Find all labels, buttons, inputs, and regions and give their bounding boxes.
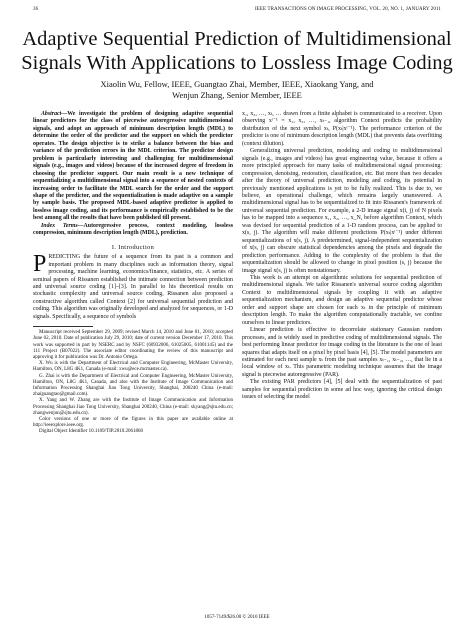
abstract-text: We investigate the problem of designing adaptive sequential linear predictors for the class of piecewise autoregressive multidimensional signals, and adopt an approach of minimum description length (MDL) to determine the order of the predictor and the support on which the predictor operates. The design objective is to strike a balance between the bias and variance of the prediction errors in the MDL criterion. The predictor design problem is particularly interesting and challenging for multidimensional signals (e.g., images and videos) because of the increased degree of freedom in choosing the predictor support. Our main result is a new technique of sequentializing a multidimensional signal into a sequence of nested contexts of increasing order to facilitate the MDL search for the order and the support shape of the predictor, and the sequentialization is made adaptive on a sample by sample basis. The proposed MDL-based adaptive predictor is applied to lossless image coding, and its performance is empirically established to be the best among all the results that have been published till present. (33, 111, 233, 222)
page-number: 36 (33, 7, 39, 12)
body-paragraph-1: x₁, x₂, …, xₜ, … drawn from a finite alphabet is communicated to a receiver. Upon observing xᵗ⁻¹ = x₁, x₂, …, xₜ₋₁, algorithm Context predicts the probability distribution of the next symbol xₜ, P(xₜ|xᵗ⁻¹). The performance criterion of the predictor is one of minimum description length (MDL) that prevents data overfitting (context dilution). (242, 111, 442, 147)
authors-line-1: Xiaolin Wu, Fellow, IEEE, Guangtao Zhai, Member, IEEE, Xiaokang Yang, and (100, 79, 374, 89)
index-terms-lead: Index Terms— (41, 222, 84, 229)
body-paragraph-2: Generalizing universal prediction, modeling and coding to multidimensional signals (e.g., images and videos) has great engineering value, because it offers a more principled approach for many tasks of multidimensional signal processing: compression, denoising, restoration, classification, etc. But more than two decades after the theory of universal prediction, modeling and coding, its potential in previously mentioned applications is yet to be fully realized. This is due to, we believe, an operational challenge, which remains largely unanswered. A multidimensional signal has to be sequentialized to fit into Rissanen's framework of universal sequential prediction. For example, a 2-D image signal x(i, j) of N pixels has to be mapped into a sequence x₁, x₂, …, x_N, before algorithm Context, which was devised for sequential prediction of a 1-D random process, can be applied to x(s, j). The algorithm will make different predictions P(xₜ|xᵗ⁻¹) under different sequentializations of x(s, j). A predetermined, signal-independent sequentialization of x(s, j) can obscure statistical dependencies among the pixels and degrade the prediction performance. Adding to the complexity of the problem is that the sequentialization should be allowed to change in pixel position (s, j) because the image signal x(s, j) is often nonstationary. (242, 148, 442, 274)
body-paragraph-5: The existing PAR predictors [4], [5] deal with the sequentialization of past samples for sequential prediction in some ad hoc way, ignoring the critical design issues of selecting the model (242, 379, 442, 401)
footnote-color: Color versions of one or more of the figures in this paper are available online at http://ieeexplore.ieee.org. (33, 417, 233, 429)
footnote-author-yang-zhang: X. Yang and W. Zhang are with the Institute of Image Communication and Information Processing Shanghai Jiao Tong University, Shanghai 200240, China (e-mail: xkyang@sjtu.edu.cn; zhangwenjun@sjtu.edu.cn). (33, 398, 233, 416)
footnote-manuscript: Manuscript received September 29, 2009; revised March 14, 2010 and June 01, 2010; accepted June 02, 2010. Date of publication July 29, 2010; date of current version December 17, 2010. This work was supported in part by NSERC and by NSFC (60932006, 61025005, 61001145) and the 111 Project (B07022). The associate editor coordinating the review of this manuscript and approving it for publication was Dr. Antonio Ortega. (33, 330, 233, 361)
body-paragraph-3: This work is an attempt on algorithmic solutions for sequential prediction of multidimensional signals. We tailor Rissanen's universal source coding algorithm Context to multidimensional signals by coupling it with an adaptive sequentialization mechanism, and design an adaptive sequential predictor whose order and support shape are chosen for each xₜ in the principle of minimum description length. To make the algorithm computationally tractable, we confine ourselves to linear predictors. (242, 274, 442, 326)
body-paragraph-4: Linear prediction is effective to decorrelate stationary Gaussian random processes, and is widely used in predictive coding of multidimensional signals. The best performing linear predictor for image coding in the literature is the one of least squares that adapts itself on a pixel by pixel basis [4], [5]. The model parameters are estimated for each next sample xₜ from the past samples xₜ₋₁, xₜ₋₂, …, that lie in a local window of xₜ. This parametric modeling technique assumes that the image signal is piecewise autoregressive (PAR). (242, 327, 442, 378)
right-column (242, 111, 442, 402)
abstract-lead: Abstract— (41, 111, 68, 117)
left-column (33, 111, 233, 436)
abstract (33, 111, 233, 223)
drop-cap: P (33, 251, 47, 278)
footnote-doi: Digital Object Identifier 10.1109/TIP.2010.2061860 (39, 429, 143, 435)
index-terms-text: Autoregressive process, context modeling, lossless compression, minimum description length (MDL), prediction. (33, 222, 233, 237)
paper-title (20, 27, 454, 75)
authors-line-2: Wenjun Zhang, Senior Member, IEEE (172, 89, 302, 100)
title-line-2: Signals With Applications to Lossless Image Coding (21, 52, 453, 74)
footnote-author-wu: X. Wu is with the Department of Electrical and Computer Engineering, McMaster University, Hamilton, ON, L8G 4K1, Canada (e-mail: xwu@ece.mcmaster.ca). (33, 361, 233, 373)
title-line-1: Adaptive Sequential Prediction of Multidimensional (22, 28, 452, 50)
section-heading-introduction: I. Introduction (111, 243, 155, 251)
footnote-divider (33, 326, 93, 327)
intro-paragraph (33, 251, 233, 321)
running-header: IEEE TRANSACTIONS ON IMAGE PROCESSING, VOL. 20, NO. 1, JANUARY 2011 (254, 7, 441, 12)
author-list (20, 79, 454, 100)
copyright-footer: 1057-7149/$26.00 © 2010 IEEE (204, 615, 270, 620)
footnote-author-zhai: G. Zhai is with the Department of Electrical and Computer Engineering, McMaster University, Hamilton, ON, L8G 4K1, Canada, and also with the Institute of Image Communication and Information Processing Shanghai Jiao Tong University, Shanghai, 200240 China (e-mail: zhaiguangtao@gmail.com). (33, 373, 233, 398)
intro-text: REDICTING the future of a sequence from its past is a common and important problem in many disciplines such as information theory, signal processing, machine learning, economics/finance, statistics, etc. A series of seminal papers of Rissanen established the intimate connection between prediction and universal source coding [1]–[3]. In parallel to his theoretical results on stochastic complexity and universal source coding, Rissanen also proposed a constructive algorithm called Context [2] for universal sequential prediction and coding. This algorithm was originally developed and analyzed for sequences, or 1-D signals. Specifically, a sequence of symbols (33, 254, 233, 320)
index-terms (33, 223, 233, 238)
